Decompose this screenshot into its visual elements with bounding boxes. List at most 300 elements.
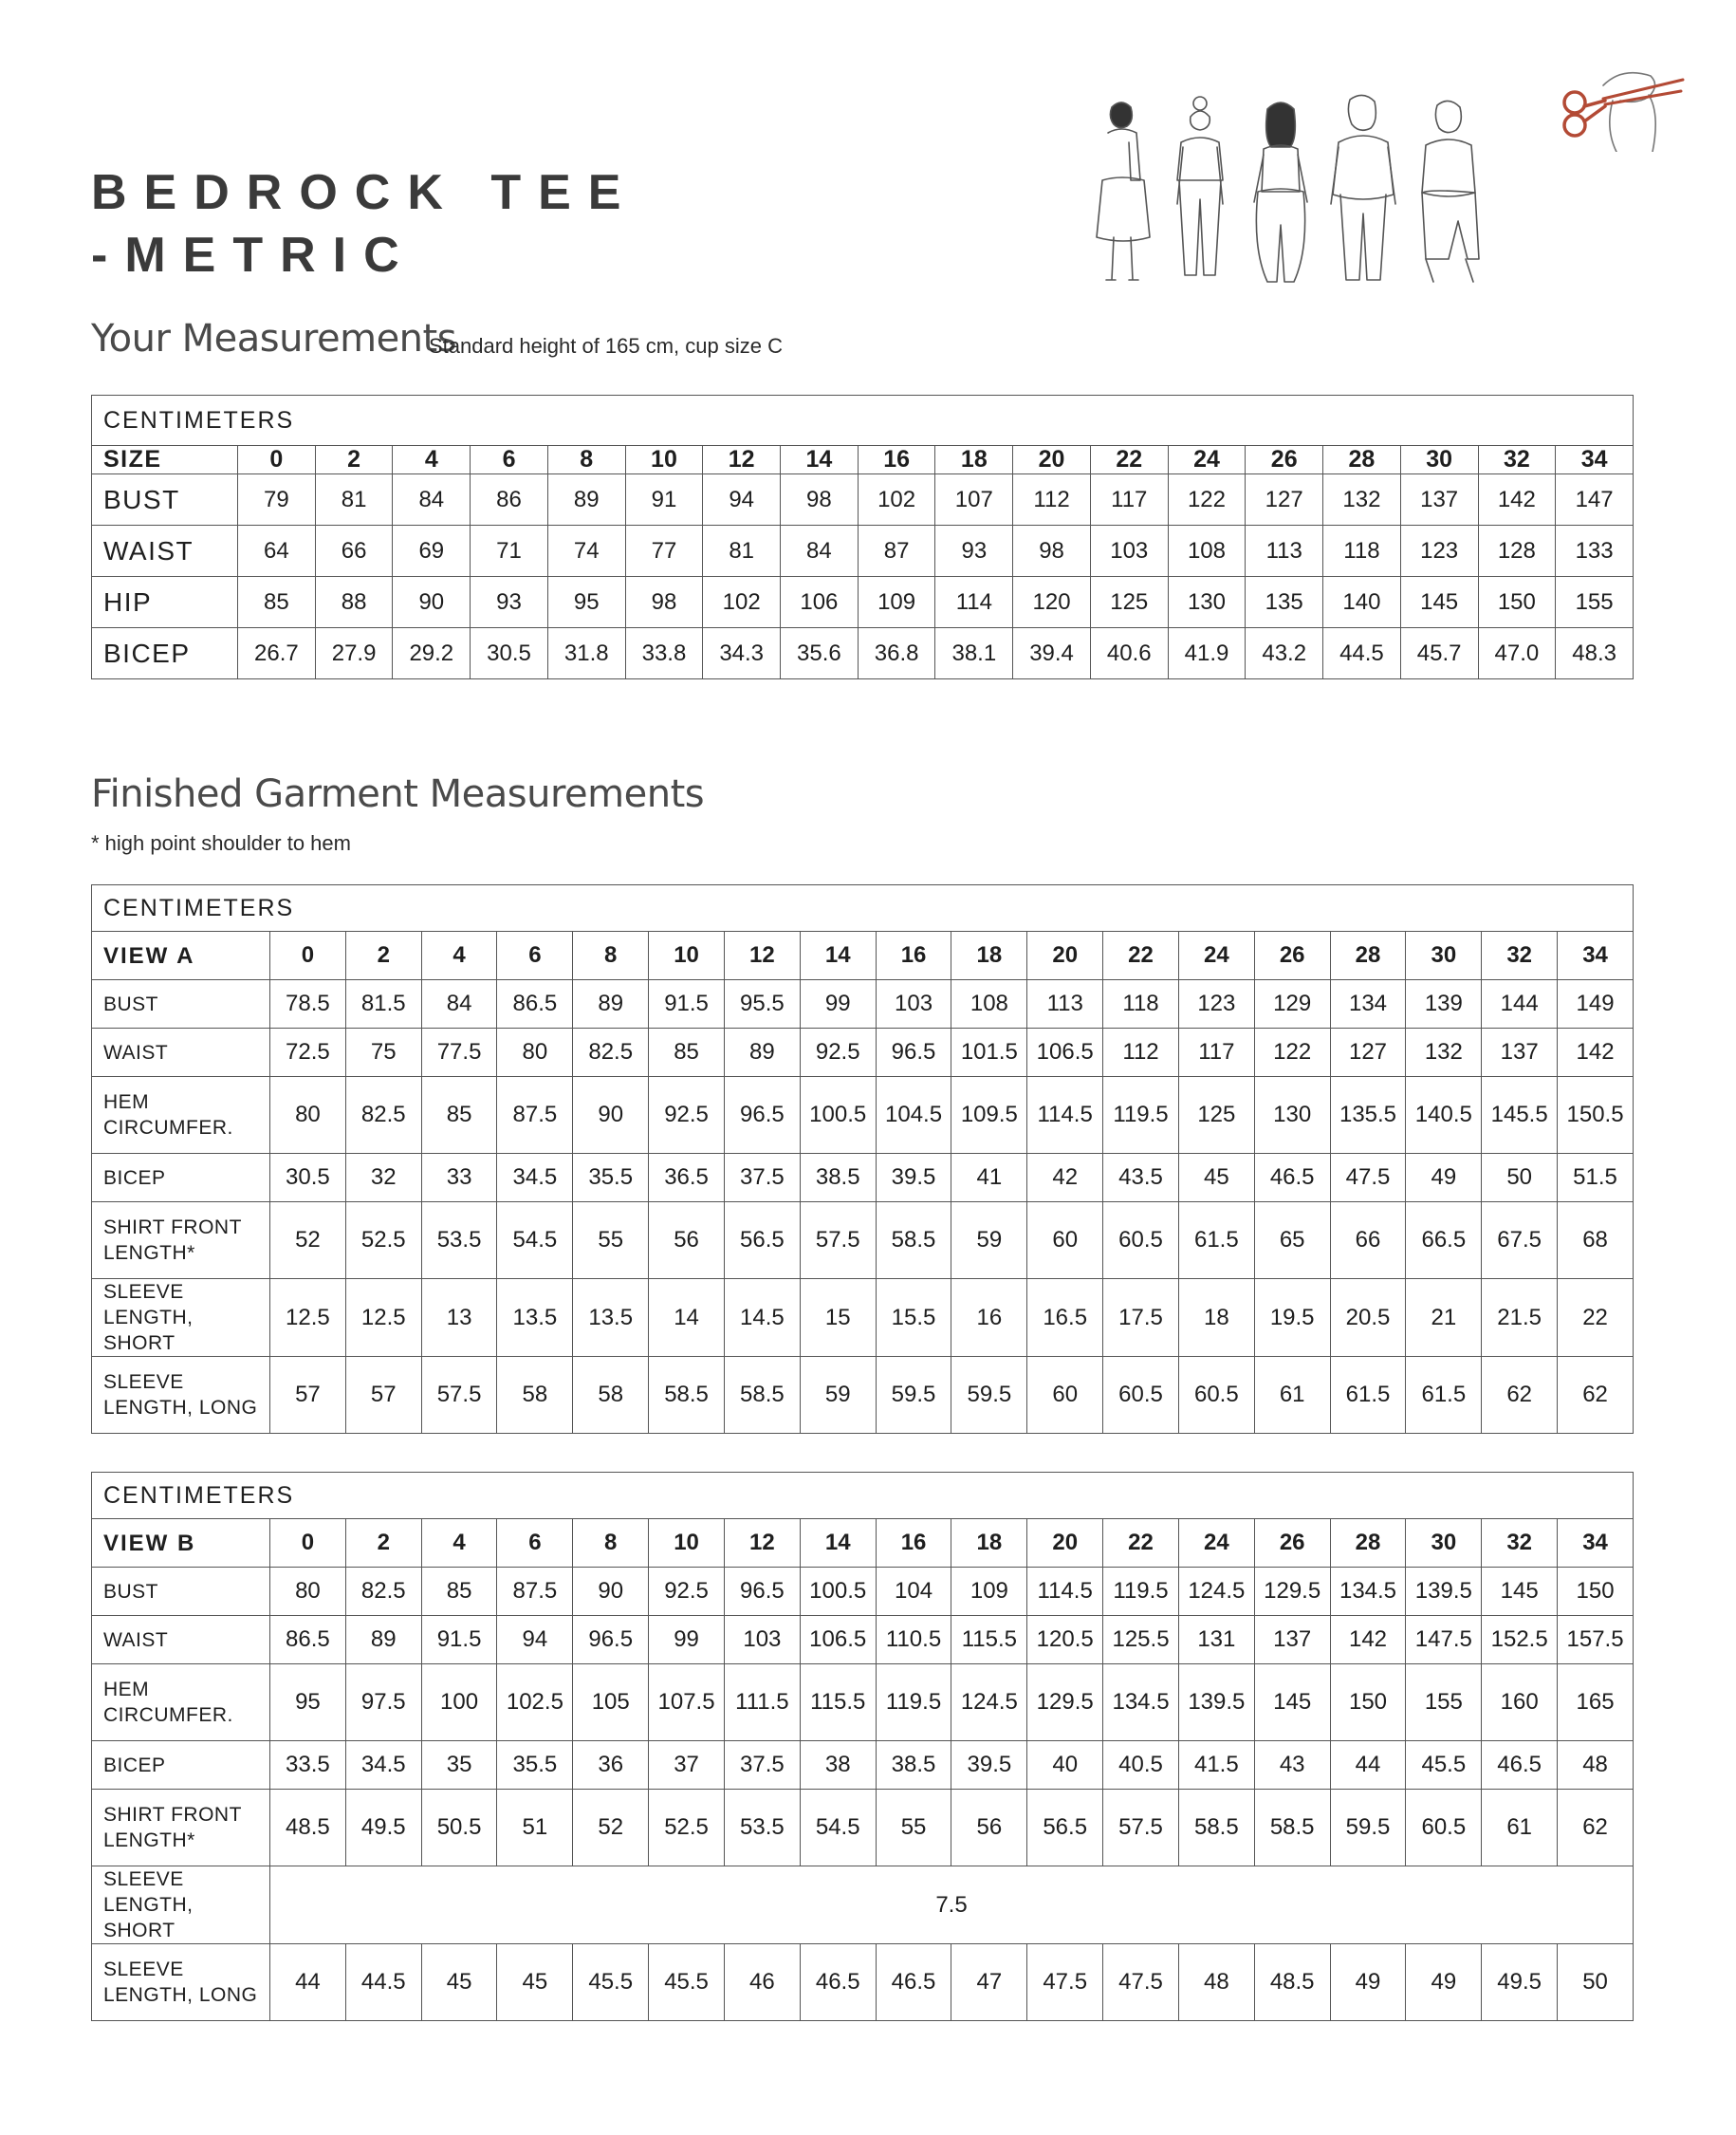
- value-cell: 110.5: [876, 1616, 951, 1664]
- value-cell: 35: [421, 1741, 497, 1790]
- value-cell: 90: [573, 1077, 649, 1154]
- value-cell: 123: [1400, 526, 1478, 577]
- row-label: HEM CIRCUMFER.: [92, 1664, 270, 1741]
- value-cell: 21.5: [1482, 1279, 1558, 1357]
- value-cell: 57: [345, 1357, 421, 1434]
- value-cell: 89: [547, 474, 625, 526]
- value-cell: 47.0: [1478, 628, 1556, 679]
- value-cell: 81.5: [345, 980, 421, 1029]
- value-cell: 91: [625, 474, 703, 526]
- finished-garment-note: * high point shoulder to hem: [91, 831, 351, 855]
- value-cell: 33.8: [625, 628, 703, 679]
- row-label: BICEP: [92, 1154, 270, 1202]
- size-26: 26: [1254, 932, 1330, 980]
- size-18: 18: [935, 446, 1013, 474]
- value-cell: 137: [1254, 1616, 1330, 1664]
- table-row: [92, 1279, 1634, 1357]
- value-cell: 14: [649, 1279, 725, 1357]
- value-cell: 150: [1330, 1664, 1406, 1741]
- value-cell: 95: [270, 1664, 346, 1741]
- table-row: [92, 1568, 1634, 1616]
- unit-row: [92, 396, 1634, 446]
- value-cell: 96.5: [573, 1616, 649, 1664]
- value-cell: 108: [951, 980, 1027, 1029]
- value-cell: 57.5: [800, 1202, 876, 1279]
- value-cell: 35.6: [781, 628, 859, 679]
- value-cell: 45: [497, 1944, 573, 2021]
- value-cell: 91.5: [649, 980, 725, 1029]
- value-cell: 129.5: [1254, 1568, 1330, 1616]
- value-cell: 36.5: [649, 1154, 725, 1202]
- value-cell: 87: [858, 526, 935, 577]
- size-28: 28: [1330, 1519, 1406, 1568]
- size-8: 8: [547, 446, 625, 474]
- value-cell: 38: [800, 1741, 876, 1790]
- value-cell: 119.5: [876, 1664, 951, 1741]
- size-18: 18: [951, 1519, 1027, 1568]
- value-cell: 112: [1103, 1029, 1179, 1077]
- size-4: 4: [421, 932, 497, 980]
- value-cell: 103: [1090, 526, 1168, 577]
- value-cell: 66: [1330, 1202, 1406, 1279]
- size-20: 20: [1027, 1519, 1103, 1568]
- value-cell: 56.5: [1027, 1790, 1103, 1866]
- size-header-label: VIEW B: [92, 1519, 270, 1568]
- value-cell: 132: [1323, 474, 1401, 526]
- size-12: 12: [703, 446, 781, 474]
- your-measurements-note: Standard height of 165 cm, cup size C: [429, 334, 783, 358]
- value-cell: 160: [1482, 1664, 1558, 1741]
- row-label: SLEEVE LENGTH, LONG: [92, 1357, 270, 1434]
- value-cell: 34.5: [497, 1154, 573, 1202]
- value-cell: 45.7: [1400, 628, 1478, 679]
- value-cell: 142: [1558, 1029, 1634, 1077]
- value-cell: 36.8: [858, 628, 935, 679]
- value-cell: 60: [1027, 1357, 1103, 1434]
- value-cell: 56: [951, 1790, 1027, 1866]
- value-cell: 12.5: [345, 1279, 421, 1357]
- value-cell: 67.5: [1482, 1202, 1558, 1279]
- unit-label: CENTIMETERS: [92, 396, 1634, 446]
- size-16: 16: [876, 1519, 951, 1568]
- value-cell: 125: [1090, 577, 1168, 628]
- value-cell: 100.5: [800, 1077, 876, 1154]
- size-24: 24: [1168, 446, 1246, 474]
- value-cell: 155: [1406, 1664, 1482, 1741]
- value-cell: 100.5: [800, 1568, 876, 1616]
- value-cell: 29.2: [393, 628, 471, 679]
- row-label: SLEEVE LENGTH, LONG: [92, 1944, 270, 2021]
- value-cell: 82.5: [345, 1077, 421, 1154]
- value-cell: 46.5: [800, 1944, 876, 2021]
- table-row: [92, 1741, 1634, 1790]
- value-cell: 103: [724, 1616, 800, 1664]
- value-cell: 119.5: [1103, 1077, 1179, 1154]
- value-cell: 122: [1254, 1029, 1330, 1077]
- value-cell: 92.5: [649, 1568, 725, 1616]
- value-cell: 39.4: [1013, 628, 1091, 679]
- value-cell: 89: [345, 1616, 421, 1664]
- value-cell: 43.5: [1103, 1154, 1179, 1202]
- value-cell: 42: [1027, 1154, 1103, 1202]
- value-cell: 145: [1254, 1664, 1330, 1741]
- value-cell: 64: [238, 526, 316, 577]
- value-cell: 125: [1178, 1077, 1254, 1154]
- value-cell: 53.5: [421, 1202, 497, 1279]
- size-2: 2: [315, 446, 393, 474]
- size-header-row: [92, 1519, 1634, 1568]
- value-cell: 51: [497, 1790, 573, 1866]
- value-cell: 86.5: [497, 980, 573, 1029]
- value-cell: 37.5: [724, 1741, 800, 1790]
- value-cell: 43: [1254, 1741, 1330, 1790]
- value-cell: 84: [781, 526, 859, 577]
- value-cell: 45.5: [649, 1944, 725, 2021]
- value-cell: 109: [858, 577, 935, 628]
- value-cell: 61.5: [1178, 1202, 1254, 1279]
- value-cell: 62: [1558, 1357, 1634, 1434]
- size-6: 6: [497, 1519, 573, 1568]
- size-22: 22: [1103, 932, 1179, 980]
- value-cell: 20.5: [1330, 1279, 1406, 1357]
- value-cell: 46: [724, 1944, 800, 2021]
- table-row: [92, 1357, 1634, 1434]
- value-cell: 56: [649, 1202, 725, 1279]
- size-22: 22: [1090, 446, 1168, 474]
- row-label: SLEEVE LENGTH, SHORT: [92, 1866, 270, 1944]
- value-cell: 114.5: [1027, 1568, 1103, 1616]
- value-cell: 118: [1323, 526, 1401, 577]
- size-10: 10: [625, 446, 703, 474]
- value-cell: 86: [471, 474, 548, 526]
- size-header-label: VIEW A: [92, 932, 270, 980]
- value-cell: 137: [1400, 474, 1478, 526]
- value-cell: 62: [1558, 1790, 1634, 1866]
- value-cell: 47.5: [1330, 1154, 1406, 1202]
- value-cell: 99: [800, 980, 876, 1029]
- value-cell: 35.5: [497, 1741, 573, 1790]
- value-cell: 19.5: [1254, 1279, 1330, 1357]
- value-cell: 43.2: [1246, 628, 1323, 679]
- size-34: 34: [1558, 1519, 1634, 1568]
- value-cell: 150.5: [1558, 1077, 1634, 1154]
- value-cell: 72.5: [270, 1029, 346, 1077]
- value-cell: 56.5: [724, 1202, 800, 1279]
- value-cell: 40: [1027, 1741, 1103, 1790]
- value-cell: 142: [1330, 1616, 1406, 1664]
- value-cell: 39.5: [876, 1154, 951, 1202]
- value-cell: 93: [471, 577, 548, 628]
- size-header-row: [92, 932, 1634, 980]
- size-header-row: [92, 446, 1634, 474]
- unit-label: CENTIMETERS: [92, 885, 1634, 932]
- your-measurements-title: Your Measurements: [91, 317, 457, 361]
- table-row: [92, 1154, 1634, 1202]
- value-cell: 49: [1406, 1154, 1482, 1202]
- value-cell: 100: [421, 1664, 497, 1741]
- value-cell: 130: [1168, 577, 1246, 628]
- page-title: BEDROCK TEE -METRIC: [91, 165, 638, 283]
- size-32: 32: [1478, 446, 1556, 474]
- size-28: 28: [1323, 446, 1401, 474]
- value-cell: 18: [1178, 1279, 1254, 1357]
- value-cell: 12.5: [270, 1279, 346, 1357]
- size-28: 28: [1330, 932, 1406, 980]
- value-cell: 35.5: [573, 1154, 649, 1202]
- row-label: WAIST: [92, 1616, 270, 1664]
- value-cell: 85: [421, 1568, 497, 1616]
- value-cell: 104: [876, 1568, 951, 1616]
- value-cell: 87.5: [497, 1077, 573, 1154]
- size-30: 30: [1406, 932, 1482, 980]
- row-label: HEM CIRCUMFER.: [92, 1077, 270, 1154]
- value-cell: 96.5: [724, 1077, 800, 1154]
- value-cell: 55: [876, 1790, 951, 1866]
- value-cell: 38.5: [876, 1741, 951, 1790]
- value-cell: 134.5: [1103, 1664, 1179, 1741]
- view-a-table: [91, 884, 1634, 1434]
- row-label: SHIRT FRONT LENGTH*: [92, 1790, 270, 1866]
- unit-row: [92, 1473, 1634, 1519]
- value-cell: 51.5: [1558, 1154, 1634, 1202]
- table-row: [92, 1029, 1634, 1077]
- value-cell: 93: [935, 526, 1013, 577]
- size-34: 34: [1558, 932, 1634, 980]
- value-cell: 90: [573, 1568, 649, 1616]
- value-cell: 34.3: [703, 628, 781, 679]
- value-cell: 84: [393, 474, 471, 526]
- value-cell: 69: [393, 526, 471, 577]
- table-row: [92, 980, 1634, 1029]
- value-cell: 119.5: [1103, 1568, 1179, 1616]
- value-cell: 145: [1400, 577, 1478, 628]
- value-cell: 49.5: [1482, 1944, 1558, 2021]
- value-cell: 102.5: [497, 1664, 573, 1741]
- value-cell: 59: [800, 1357, 876, 1434]
- size-32: 32: [1482, 932, 1558, 980]
- value-cell: 96.5: [876, 1029, 951, 1077]
- table-row: [92, 526, 1634, 577]
- value-cell: 147.5: [1406, 1616, 1482, 1664]
- size-12: 12: [724, 932, 800, 980]
- size-0: 0: [270, 1519, 346, 1568]
- value-cell: 89: [573, 980, 649, 1029]
- figure-4: [1331, 95, 1395, 280]
- value-cell: 115.5: [800, 1664, 876, 1741]
- value-cell: 165: [1558, 1664, 1634, 1741]
- value-cell: 50: [1558, 1944, 1634, 2021]
- value-cell: 98: [1013, 526, 1091, 577]
- value-cell: 88: [315, 577, 393, 628]
- table-row: [92, 1077, 1634, 1154]
- value-cell: 14.5: [724, 1279, 800, 1357]
- table-row: [92, 1664, 1634, 1741]
- value-cell: 50.5: [421, 1790, 497, 1866]
- size-14: 14: [781, 446, 859, 474]
- value-cell: 102: [703, 577, 781, 628]
- value-cell: 80: [497, 1029, 573, 1077]
- table-row: [92, 577, 1634, 628]
- value-cell: 38.5: [800, 1154, 876, 1202]
- value-cell: 85: [649, 1029, 725, 1077]
- value-cell: 140: [1323, 577, 1401, 628]
- value-cell: 106.5: [1027, 1029, 1103, 1077]
- value-cell: 85: [421, 1077, 497, 1154]
- value-cell: 60.5: [1406, 1790, 1482, 1866]
- value-cell: 124.5: [951, 1664, 1027, 1741]
- value-cell: 49: [1406, 1944, 1482, 2021]
- figure-3: [1254, 102, 1307, 282]
- size-22: 22: [1103, 1519, 1179, 1568]
- value-cell: 17.5: [1103, 1279, 1179, 1357]
- row-label: WAIST: [92, 526, 238, 577]
- size-8: 8: [573, 1519, 649, 1568]
- value-cell: 61.5: [1406, 1357, 1482, 1434]
- size-0: 0: [270, 932, 346, 980]
- value-cell: 139.5: [1178, 1664, 1254, 1741]
- value-cell: 52.5: [649, 1790, 725, 1866]
- finished-garment-title: Finished Garment Measurements: [91, 772, 705, 816]
- value-cell: 49: [1330, 1944, 1406, 2021]
- value-cell: 94: [497, 1616, 573, 1664]
- value-cell: 107: [935, 474, 1013, 526]
- value-cell: 152.5: [1482, 1616, 1558, 1664]
- value-cell: 97.5: [345, 1664, 421, 1741]
- value-cell: 77: [625, 526, 703, 577]
- value-cell: 117: [1090, 474, 1168, 526]
- value-cell: 84: [421, 980, 497, 1029]
- value-cell: 147: [1556, 474, 1634, 526]
- value-cell: 117: [1178, 1029, 1254, 1077]
- value-cell: 60.5: [1103, 1202, 1179, 1279]
- value-cell: 129: [1254, 980, 1330, 1029]
- value-cell: 120.5: [1027, 1616, 1103, 1664]
- value-cell: 59.5: [876, 1357, 951, 1434]
- value-cell: 107.5: [649, 1664, 725, 1741]
- value-cell: 59: [951, 1202, 1027, 1279]
- value-cell: 81: [315, 474, 393, 526]
- value-cell: 91.5: [421, 1616, 497, 1664]
- row-label: SHIRT FRONT LENGTH*: [92, 1202, 270, 1279]
- value-cell: 144: [1482, 980, 1558, 1029]
- row-label: WAIST: [92, 1029, 270, 1077]
- size-34: 34: [1556, 446, 1634, 474]
- row-label: BUST: [92, 980, 270, 1029]
- value-cell: 57.5: [1103, 1790, 1179, 1866]
- scissors-logo: [1546, 57, 1689, 152]
- size-24: 24: [1178, 932, 1254, 980]
- value-cell: 111.5: [724, 1664, 800, 1741]
- row-label: SLEEVE LENGTH, SHORT: [92, 1279, 270, 1357]
- value-cell: 30.5: [270, 1154, 346, 1202]
- value-cell: 139: [1406, 980, 1482, 1029]
- size-6: 6: [497, 932, 573, 980]
- value-cell: 37.5: [724, 1154, 800, 1202]
- value-cell: 34.5: [345, 1741, 421, 1790]
- value-cell: 61: [1254, 1357, 1330, 1434]
- value-cell: 128: [1478, 526, 1556, 577]
- size-20: 20: [1027, 932, 1103, 980]
- value-cell: 58.5: [649, 1357, 725, 1434]
- value-cell: 30.5: [471, 628, 548, 679]
- value-cell: 142: [1478, 474, 1556, 526]
- size-26: 26: [1246, 446, 1323, 474]
- row-label: BICEP: [92, 628, 238, 679]
- value-cell: 98: [781, 474, 859, 526]
- value-cell: 44.5: [1323, 628, 1401, 679]
- unit-row: [92, 885, 1634, 932]
- value-cell: 58.5: [1178, 1790, 1254, 1866]
- value-cell: 89: [724, 1029, 800, 1077]
- value-cell: 32: [345, 1154, 421, 1202]
- value-cell: 108: [1168, 526, 1246, 577]
- value-cell: 47.5: [1027, 1944, 1103, 2021]
- value-cell: 127: [1330, 1029, 1406, 1077]
- value-cell: 96.5: [724, 1568, 800, 1616]
- value-cell: 44: [270, 1944, 346, 2021]
- value-cell: 31.8: [547, 628, 625, 679]
- value-cell: 52.5: [345, 1202, 421, 1279]
- size-30: 30: [1406, 1519, 1482, 1568]
- row-label: HIP: [92, 577, 238, 628]
- value-cell: 48.3: [1556, 628, 1634, 679]
- table-row: [92, 1866, 1634, 1944]
- size-32: 32: [1482, 1519, 1558, 1568]
- value-cell: 132: [1406, 1029, 1482, 1077]
- value-cell: 13.5: [497, 1279, 573, 1357]
- value-cell: 112: [1013, 474, 1091, 526]
- value-cell: 65: [1254, 1202, 1330, 1279]
- value-cell: 15.5: [876, 1279, 951, 1357]
- value-cell: 53.5: [724, 1790, 800, 1866]
- size-14: 14: [800, 932, 876, 980]
- value-cell: 58: [573, 1357, 649, 1434]
- size-20: 20: [1013, 446, 1091, 474]
- size-18: 18: [951, 932, 1027, 980]
- value-cell: 50: [1482, 1154, 1558, 1202]
- value-cell: 95.5: [724, 980, 800, 1029]
- size-header-label: SIZE: [92, 446, 238, 474]
- value-cell: 145.5: [1482, 1077, 1558, 1154]
- value-cell: 80: [270, 1077, 346, 1154]
- value-cell: 60: [1027, 1202, 1103, 1279]
- value-cell: 149: [1558, 980, 1634, 1029]
- size-0: 0: [238, 446, 316, 474]
- value-cell: 75: [345, 1029, 421, 1077]
- value-cell: 92.5: [800, 1029, 876, 1077]
- value-cell: 133: [1556, 526, 1634, 577]
- value-cell: 60.5: [1103, 1357, 1179, 1434]
- size-8: 8: [573, 932, 649, 980]
- value-cell: 82.5: [345, 1568, 421, 1616]
- value-cell: 157.5: [1558, 1616, 1634, 1664]
- value-cell: 82.5: [573, 1029, 649, 1077]
- size-14: 14: [800, 1519, 876, 1568]
- value-cell: 139.5: [1406, 1568, 1482, 1616]
- value-cell: 77.5: [421, 1029, 497, 1077]
- value-cell: 102: [858, 474, 935, 526]
- row-label: BICEP: [92, 1741, 270, 1790]
- unit-label: CENTIMETERS: [92, 1473, 1634, 1519]
- value-cell: 66: [315, 526, 393, 577]
- value-cell: 41.5: [1178, 1741, 1254, 1790]
- value-cell: 98: [625, 577, 703, 628]
- size-4: 4: [393, 446, 471, 474]
- value-cell: 104.5: [876, 1077, 951, 1154]
- value-cell: 90: [393, 577, 471, 628]
- value-cell: 15: [800, 1279, 876, 1357]
- value-cell: 66.5: [1406, 1202, 1482, 1279]
